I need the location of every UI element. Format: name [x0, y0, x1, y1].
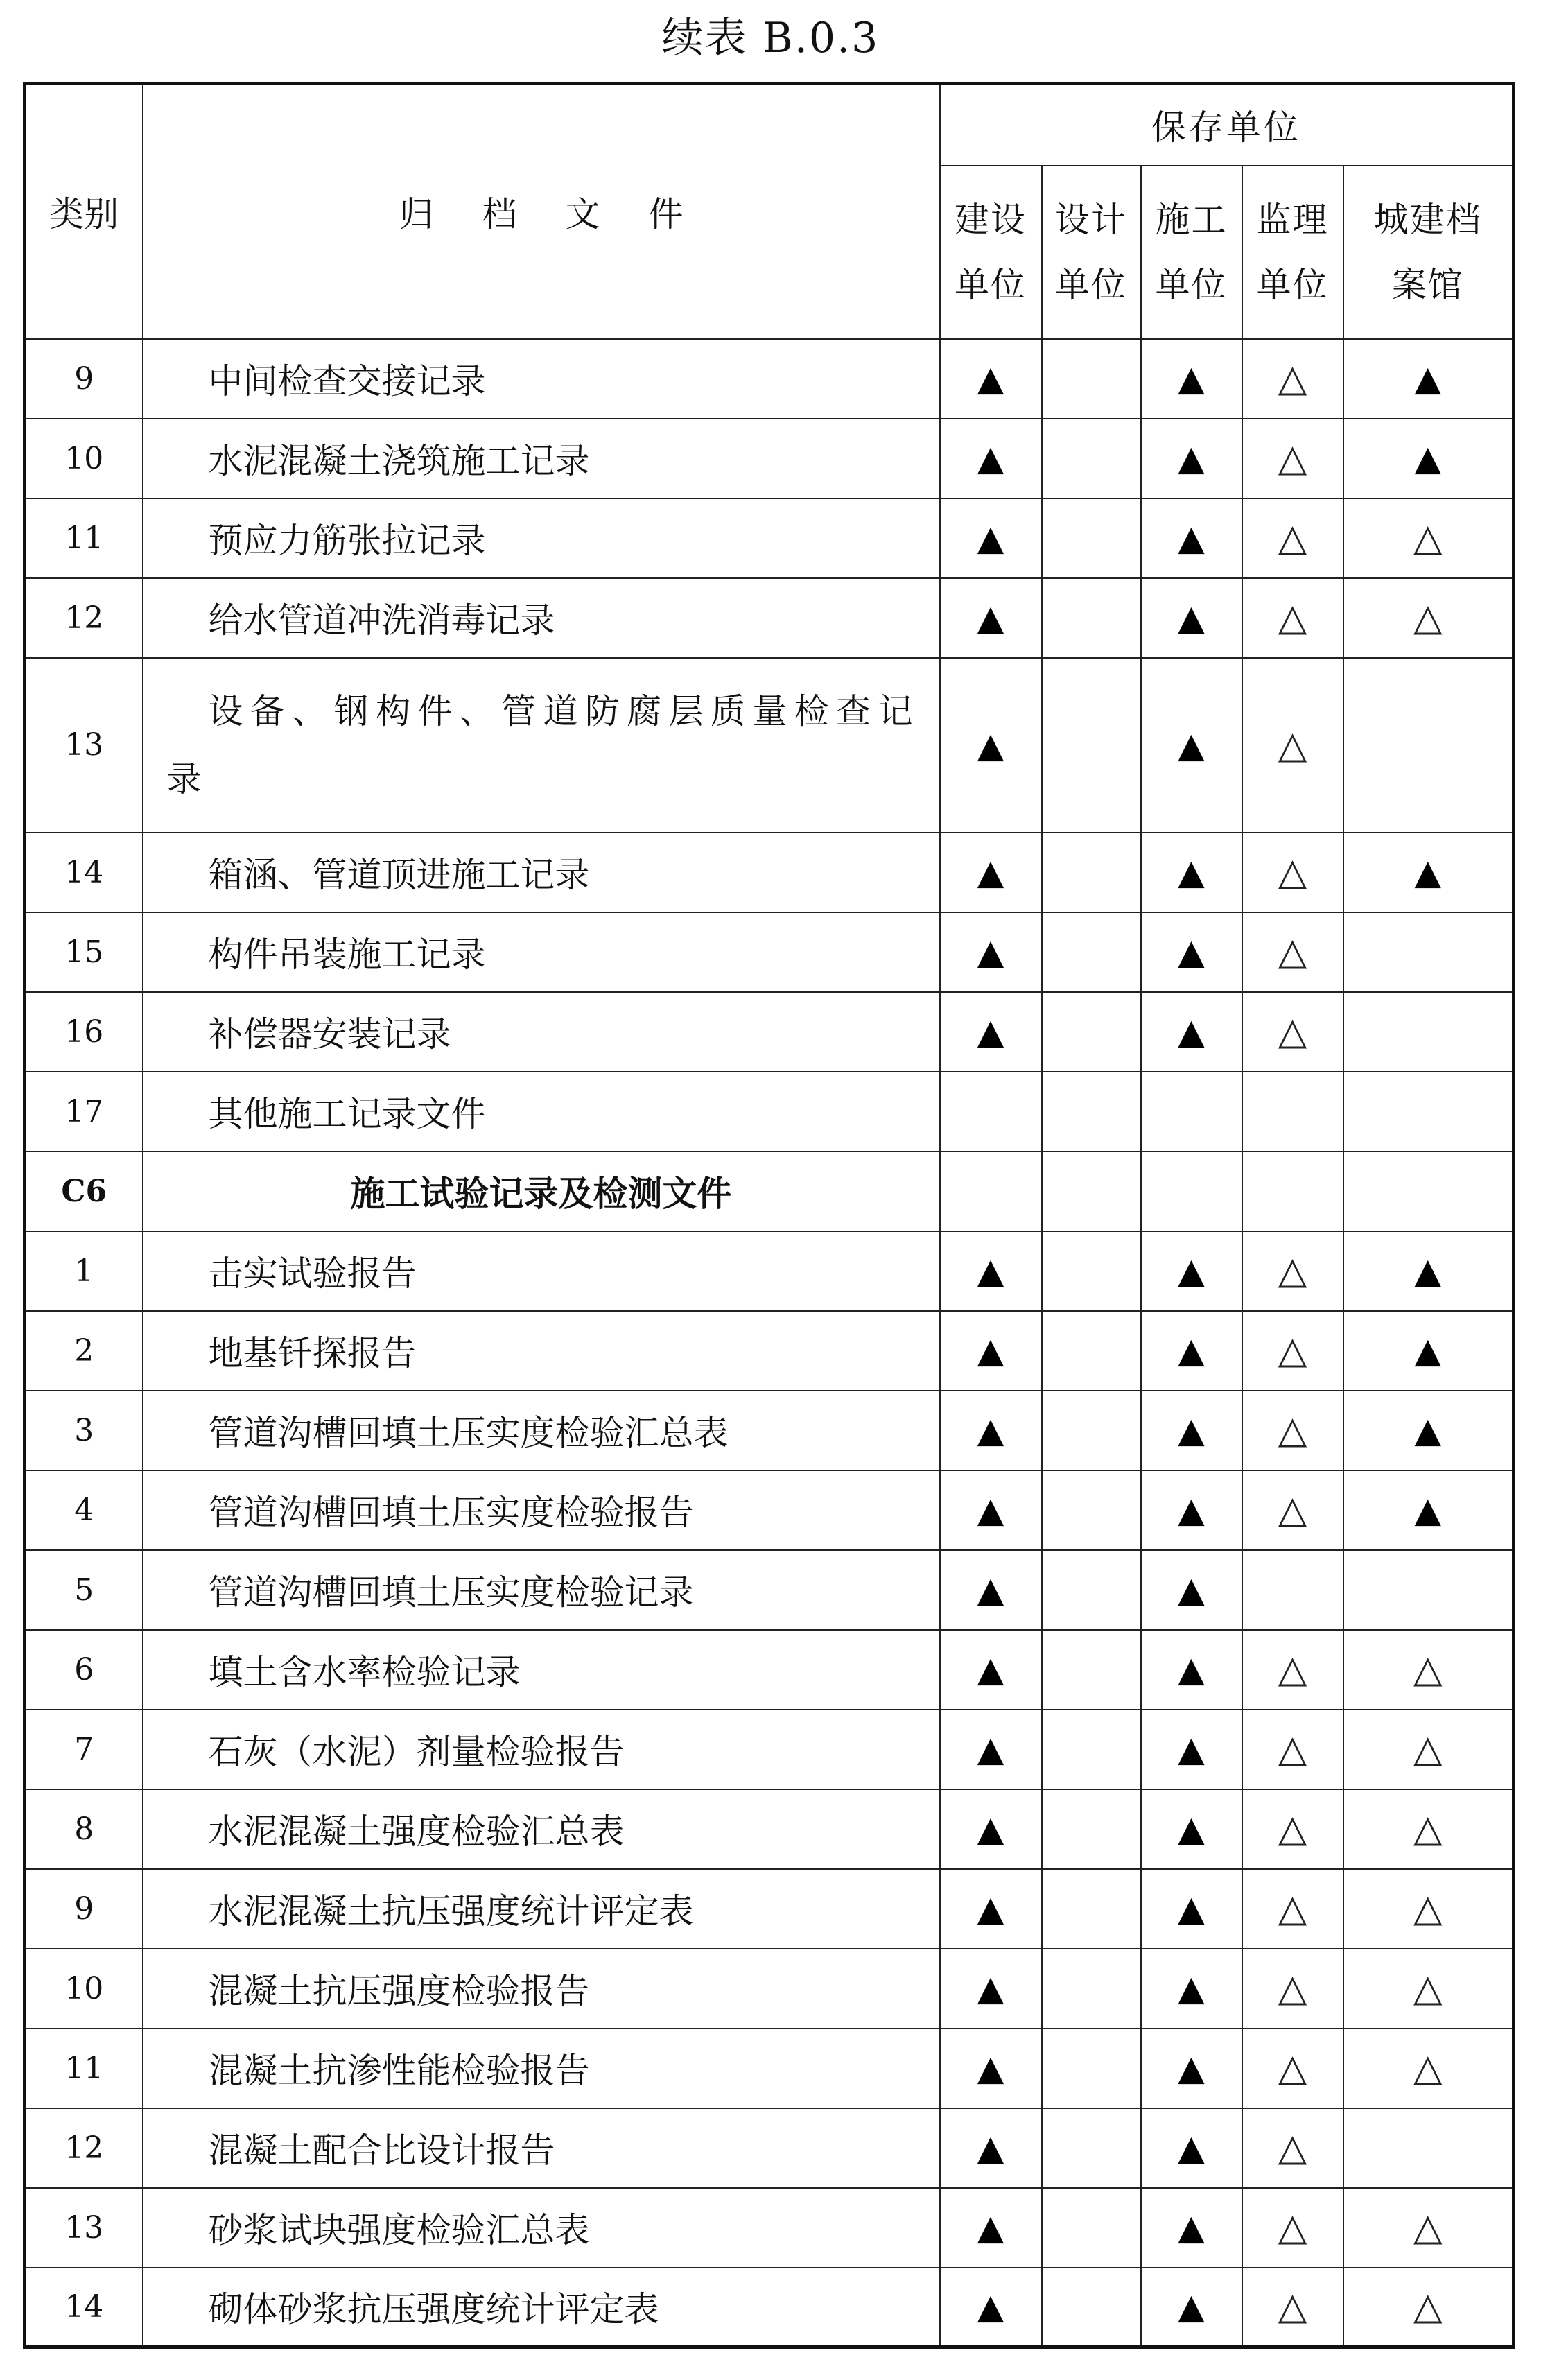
mark-design [1042, 658, 1141, 833]
mark-supervisor [1242, 1072, 1343, 1152]
table-row [25, 1311, 1514, 1391]
table-row [25, 1949, 1514, 2029]
mark-city-archive: △ [1343, 498, 1514, 578]
mark-supervisor: △ [1242, 1231, 1343, 1311]
mark-supervisor: △ [1242, 1710, 1343, 1789]
document-name: 管道沟槽回填土压实度检验报告 [143, 1470, 940, 1550]
row-number: 14 [25, 2268, 143, 2347]
mark-city-archive: △ [1343, 2188, 1514, 2268]
section-title: 施工试验记录及检测文件 [143, 1152, 940, 1231]
mark-contractor: ▲ [1141, 1710, 1242, 1789]
mark-design [1042, 1630, 1141, 1710]
row-number: 5 [25, 1550, 143, 1630]
mark-construction-owner: ▲ [940, 419, 1042, 498]
mark-city-archive: △ [1343, 2268, 1514, 2347]
table-row [25, 1391, 1514, 1470]
mark-construction-owner: ▲ [940, 1550, 1042, 1630]
mark-city-archive: ▲ [1343, 1311, 1514, 1391]
mark-design [1042, 1869, 1141, 1949]
mark-design [1042, 2108, 1141, 2188]
table-row [25, 339, 1514, 419]
table-row [25, 578, 1514, 658]
mark-supervisor: △ [1242, 992, 1343, 1072]
table-row [25, 833, 1514, 912]
mark-contractor: ▲ [1141, 419, 1242, 498]
row-number: 9 [25, 1869, 143, 1949]
document-name: 其他施工记录文件 [143, 1072, 940, 1152]
mark-supervisor: △ [1242, 1311, 1343, 1391]
mark-supervisor: △ [1242, 498, 1343, 578]
mark-design [1042, 578, 1141, 658]
mark-contractor: ▲ [1141, 2108, 1242, 2188]
row-number: 7 [25, 1710, 143, 1789]
mark-design [1042, 833, 1141, 912]
mark-supervisor: △ [1242, 1789, 1343, 1869]
mark-city-archive [1343, 1152, 1514, 1231]
document-name: 给水管道冲洗消毒记录 [143, 578, 940, 658]
page-title: 续表 B.0.3 [661, 14, 880, 62]
table-row [25, 1231, 1514, 1311]
mark-city-archive: ▲ [1343, 1391, 1514, 1470]
mark-construction-owner: ▲ [940, 912, 1042, 992]
document-name: 水泥混凝土强度检验汇总表 [143, 1789, 940, 1869]
table-row [25, 1470, 1514, 1550]
mark-city-archive: △ [1343, 1710, 1514, 1789]
mark-design [1042, 1949, 1141, 2029]
mark-contractor: ▲ [1141, 1391, 1242, 1470]
mark-design [1042, 419, 1141, 498]
section-row [25, 1152, 1514, 1231]
mark-design [1042, 1789, 1141, 1869]
mark-supervisor: △ [1242, 912, 1343, 992]
mark-construction-owner: ▲ [940, 1311, 1042, 1391]
mark-contractor: ▲ [1141, 1869, 1242, 1949]
table-row [25, 2188, 1514, 2268]
mark-design [1042, 1710, 1141, 1789]
mark-city-archive: △ [1343, 2029, 1514, 2108]
mark-design [1042, 498, 1141, 578]
mark-design [1042, 2029, 1141, 2108]
mark-city-archive [1343, 1072, 1514, 1152]
mark-city-archive [1343, 658, 1514, 833]
mark-supervisor: △ [1242, 1869, 1343, 1949]
document-name: 击实试验报告 [143, 1231, 940, 1311]
header-units-group: 保存单位 [940, 84, 1514, 166]
mark-design [1042, 2188, 1141, 2268]
mark-city-archive: ▲ [1343, 833, 1514, 912]
mark-design [1042, 1152, 1141, 1231]
mark-construction-owner: ▲ [940, 658, 1042, 833]
mark-city-archive: ▲ [1343, 339, 1514, 419]
mark-construction-owner: ▲ [940, 1231, 1042, 1311]
mark-contractor: ▲ [1141, 1311, 1242, 1391]
mark-city-archive: ▲ [1343, 1470, 1514, 1550]
table-row [25, 912, 1514, 992]
mark-design [1042, 2268, 1141, 2347]
row-number: 10 [25, 1949, 143, 2029]
mark-construction-owner: ▲ [940, 833, 1042, 912]
mark-construction-owner: ▲ [940, 2268, 1042, 2347]
mark-supervisor: △ [1242, 339, 1343, 419]
row-number: 10 [25, 419, 143, 498]
document-name: 中间检查交接记录 [143, 339, 940, 419]
document-name: 水泥混凝土浇筑施工记录 [143, 419, 940, 498]
row-number: 17 [25, 1072, 143, 1152]
mark-construction-owner: ▲ [940, 498, 1042, 578]
mark-contractor: ▲ [1141, 2029, 1242, 2108]
mark-construction-owner [940, 1152, 1042, 1231]
table-body [25, 339, 1514, 2347]
table-row [25, 1869, 1514, 1949]
document-name: 管道沟槽回填土压实度检验记录 [143, 1550, 940, 1630]
mark-contractor: ▲ [1141, 1789, 1242, 1869]
mark-contractor: ▲ [1141, 2268, 1242, 2347]
mark-supervisor: △ [1242, 1470, 1343, 1550]
mark-city-archive [1343, 992, 1514, 1072]
mark-contractor: ▲ [1141, 992, 1242, 1072]
header-documents: 归档文件 [143, 84, 940, 339]
mark-supervisor [1242, 1550, 1343, 1630]
document-name: 管道沟槽回填土压实度检验汇总表 [143, 1391, 940, 1470]
mark-construction-owner: ▲ [940, 1470, 1042, 1550]
table-row [25, 1710, 1514, 1789]
row-number: 11 [25, 498, 143, 578]
mark-supervisor: △ [1242, 2108, 1343, 2188]
table-row [25, 498, 1514, 578]
document-name: 水泥混凝土抗压强度统计评定表 [143, 1869, 940, 1949]
header-unit-city-archive: 城建档 案馆 [1343, 166, 1514, 339]
document-name: 混凝土抗渗性能检验报告 [143, 2029, 940, 2108]
row-number: 3 [25, 1391, 143, 1470]
mark-supervisor: △ [1242, 419, 1343, 498]
mark-supervisor: △ [1242, 2188, 1343, 2268]
document-name: 箱涵、管道顶进施工记录 [143, 833, 940, 912]
document-name: 混凝土配合比设计报告 [143, 2108, 940, 2188]
mark-construction-owner: ▲ [940, 1391, 1042, 1470]
table-row [25, 1630, 1514, 1710]
mark-design [1042, 1550, 1141, 1630]
mark-contractor: ▲ [1141, 833, 1242, 912]
mark-supervisor: △ [1242, 2268, 1343, 2347]
mark-construction-owner: ▲ [940, 2029, 1042, 2108]
mark-contractor: ▲ [1141, 2188, 1242, 2268]
row-number: 11 [25, 2029, 143, 2108]
row-number: 12 [25, 578, 143, 658]
mark-design [1042, 339, 1141, 419]
mark-supervisor: △ [1242, 833, 1343, 912]
mark-construction-owner: ▲ [940, 992, 1042, 1072]
row-number: 12 [25, 2108, 143, 2188]
table-row [25, 2029, 1514, 2108]
table-row [25, 1072, 1514, 1152]
mark-construction-owner: ▲ [940, 1630, 1042, 1710]
table-row [25, 992, 1514, 1072]
mark-design [1042, 992, 1141, 1072]
mark-contractor: ▲ [1141, 578, 1242, 658]
mark-supervisor: △ [1242, 2029, 1343, 2108]
mark-design [1042, 1311, 1141, 1391]
mark-construction-owner: ▲ [940, 1710, 1042, 1789]
table-row [25, 1789, 1514, 1869]
mark-contractor: ▲ [1141, 339, 1242, 419]
mark-construction-owner: ▲ [940, 1949, 1042, 2029]
table-row [25, 1550, 1514, 1630]
mark-construction-owner: ▲ [940, 2108, 1042, 2188]
mark-city-archive [1343, 2108, 1514, 2188]
header-unit-construction-owner: 建设 单位 [940, 166, 1042, 339]
mark-construction-owner: ▲ [940, 578, 1042, 658]
mark-city-archive: △ [1343, 1869, 1514, 1949]
row-number: 2 [25, 1311, 143, 1391]
header-unit-design: 设计 单位 [1042, 166, 1141, 339]
mark-supervisor: △ [1242, 578, 1343, 658]
row-number: 8 [25, 1789, 143, 1869]
mark-city-archive [1343, 1550, 1514, 1630]
mark-contractor [1141, 1072, 1242, 1152]
mark-design [1042, 1470, 1141, 1550]
row-number: 14 [25, 833, 143, 912]
document-name: 砂浆试块强度检验汇总表 [143, 2188, 940, 2268]
mark-contractor: ▲ [1141, 658, 1242, 833]
mark-city-archive: △ [1343, 1630, 1514, 1710]
mark-city-archive [1343, 912, 1514, 992]
document-name: 地基钎探报告 [143, 1311, 940, 1391]
mark-construction-owner: ▲ [940, 2188, 1042, 2268]
document-name: 石灰（水泥）剂量检验报告 [143, 1710, 940, 1789]
header-category: 类别 [25, 84, 143, 339]
mark-construction-owner [940, 1072, 1042, 1152]
mark-contractor: ▲ [1141, 1630, 1242, 1710]
mark-city-archive: ▲ [1343, 419, 1514, 498]
table-row [25, 419, 1514, 498]
mark-supervisor [1242, 1152, 1343, 1231]
row-number: 16 [25, 992, 143, 1072]
mark-contractor: ▲ [1141, 1470, 1242, 1550]
mark-design [1042, 912, 1141, 992]
mark-contractor [1141, 1152, 1242, 1231]
document-name: 填土含水率检验记录 [143, 1630, 940, 1710]
table-row [25, 658, 1514, 833]
document-name: 设备、钢构件、管道防腐层质量检查记录 [143, 658, 940, 833]
mark-construction-owner: ▲ [940, 1789, 1042, 1869]
row-number: 13 [25, 658, 143, 833]
archive-table [23, 82, 1515, 2349]
mark-contractor: ▲ [1141, 912, 1242, 992]
document-name: 补偿器安装记录 [143, 992, 940, 1072]
mark-supervisor: △ [1242, 1630, 1343, 1710]
mark-supervisor: △ [1242, 1949, 1343, 2029]
mark-city-archive: △ [1343, 1949, 1514, 2029]
mark-contractor: ▲ [1141, 1550, 1242, 1630]
document-name: 混凝土抗压强度检验报告 [143, 1949, 940, 2029]
mark-city-archive: ▲ [1343, 1231, 1514, 1311]
header-unit-supervisor: 监理 单位 [1242, 166, 1343, 339]
row-number: 6 [25, 1630, 143, 1710]
mark-contractor: ▲ [1141, 1231, 1242, 1311]
mark-city-archive: △ [1343, 578, 1514, 658]
mark-supervisor: △ [1242, 1391, 1343, 1470]
mark-design [1042, 1072, 1141, 1152]
mark-design [1042, 1391, 1141, 1470]
table-row [25, 2268, 1514, 2347]
row-number: 1 [25, 1231, 143, 1311]
table-row [25, 2108, 1514, 2188]
mark-construction-owner: ▲ [940, 1869, 1042, 1949]
row-number: 9 [25, 339, 143, 419]
mark-supervisor: △ [1242, 658, 1343, 833]
row-number: C6 [25, 1152, 143, 1231]
mark-contractor: ▲ [1141, 1949, 1242, 2029]
row-number: 13 [25, 2188, 143, 2268]
mark-contractor: ▲ [1141, 498, 1242, 578]
document-name: 砌体砂浆抗压强度统计评定表 [143, 2268, 940, 2347]
document-name: 预应力筋张拉记录 [143, 498, 940, 578]
header-unit-contractor: 施工 单位 [1141, 166, 1242, 339]
mark-construction-owner: ▲ [940, 339, 1042, 419]
row-number: 4 [25, 1470, 143, 1550]
row-number: 15 [25, 912, 143, 992]
document-name: 构件吊装施工记录 [143, 912, 940, 992]
mark-design [1042, 1231, 1141, 1311]
mark-city-archive: △ [1343, 1789, 1514, 1869]
